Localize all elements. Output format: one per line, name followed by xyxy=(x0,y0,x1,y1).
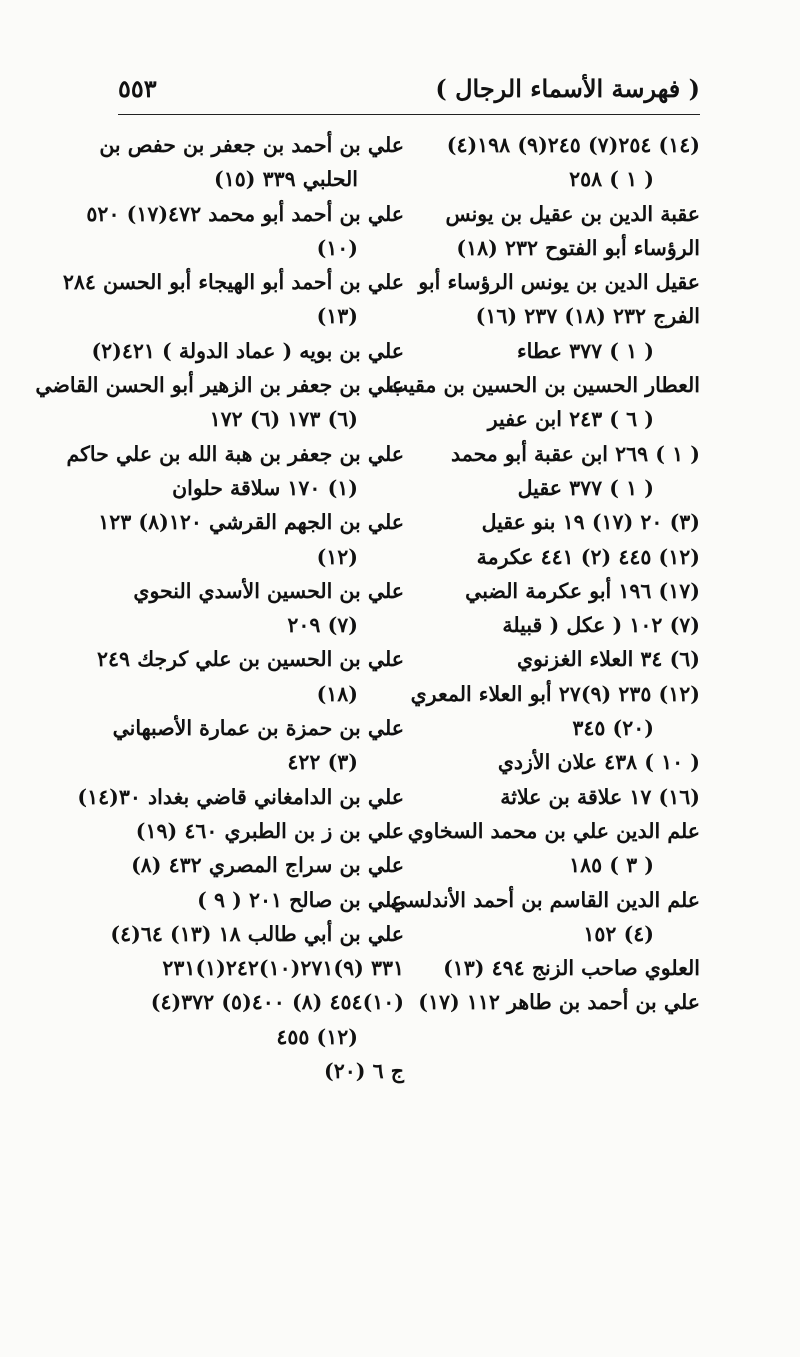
index-entry-line: علي بن صالح ٢٠١ ( ٩ ) xyxy=(197,887,404,912)
index-entry-line: علي بن جعفر بن الزهير أبو الحسن القاضي xyxy=(35,373,404,398)
index-entry-line: (١٧) ١٩٦ أبو عكرمة الضبي xyxy=(465,578,700,603)
right-column xyxy=(388,128,700,1228)
index-entry-line: العطار الحسين بن الحسين بن مقيب xyxy=(388,373,700,398)
index-entry-line: علي بن جعفر بن هبة الله بن علي حاكم xyxy=(66,441,404,466)
index-entry-line: علي بن سراج المصري ٤٣٢ (٨) xyxy=(131,853,404,878)
index-entry-line: الرؤساء أبو الفتوح ٢٣٢ (١٨) xyxy=(456,235,700,260)
index-entry-line: علي بن الحسين بن علي كرجك ٢٤٩ xyxy=(97,647,404,672)
index-entry-line: ( ١ ) ٢٥٨ xyxy=(569,167,654,192)
index-entry-line: ( ٦ ) ٢٤٣ ابن عفير xyxy=(487,407,654,432)
index-entry-line: (١٠)٤٥٤ (٨) ٤٠٠(٥) ٣٧٢(٤) xyxy=(150,990,404,1015)
index-entry-line: عقبة الدين بن عقيل بن يونس xyxy=(445,201,700,226)
index-entry-line: العلوي صاحب الزنج ٤٩٤ (١٣) xyxy=(443,956,700,981)
index-entry-line: (٧) ٢٠٩ xyxy=(287,613,358,638)
left-column xyxy=(35,128,404,1228)
index-entry-line: ( ١ ) ٢٦٩ ابن عقبة أبو محمد xyxy=(450,441,700,466)
index-entry-line: علي بن حمزة بن عمارة الأصبهاني xyxy=(112,716,404,741)
index-entry-line: علي بن الدامغاني قاضي بغداد ٣٠(١٤) xyxy=(77,784,404,809)
index-entry-line: ٣٣١ (٩)٢٧١(١٠)٢٤٢(١)٢٣١ xyxy=(162,956,404,981)
index-entry-line: علي بن أحمد بن جعفر بن حفص بن xyxy=(99,133,404,157)
index-entry-line: (١٣) xyxy=(316,304,358,329)
index-entry-line: (١٦) ١٧ علاقة بن علاثة xyxy=(500,784,700,809)
index-entry-line: عقيل الدين بن يونس الرؤساء أبو xyxy=(418,270,700,295)
index-entry-line: (٢٠) ٣٤٥ xyxy=(572,716,654,741)
index-entry-line: (١) ١٧٠ سلاقة حلوان xyxy=(172,475,358,500)
index-entry-line: علي بن الجهم القرشي ١٢٠(٨) ١٢٣ xyxy=(98,510,404,535)
index-entry-line: (١٠) xyxy=(316,235,358,260)
index-entry-line: (١٤) ٢٥٤(٧) ٢٤٥(٩) ١٩٨(٤) xyxy=(446,133,700,157)
index-entry-line: علي بن أحمد أبو الهيجاء أبو الحسن ٢٨٤ xyxy=(62,270,404,295)
index-entry-line: (٧) ١٠٢ ( عكل ( قبيلة xyxy=(502,613,700,638)
index-entry-line: (٦) ٣٤ العلاء الغزنوي xyxy=(516,647,700,672)
running-title: ( فهرسة الأسماء الرجال ) xyxy=(435,73,700,103)
page-header xyxy=(118,66,700,110)
index-entry-line: ( ١ ) ٣٧٧ عطاء xyxy=(517,338,654,363)
index-entry-line: (٣) ٤٢٢ xyxy=(287,750,358,775)
index-entry-line: ( ١٠ ) ٤٣٨ علان الأزدي xyxy=(497,750,700,775)
index-entry-line: ( ١ ) ٣٧٧ عقيل xyxy=(517,475,654,500)
index-columns xyxy=(35,128,700,1228)
index-entry-line: (١٢) ٢٣٥ (٩)٢٧ أبو العلاء المعري xyxy=(410,681,700,706)
index-entry-line: علي بن أحمد بن طاهر ١١٢ (١٧) xyxy=(418,990,700,1015)
index-entry-line: علي بن أحمد أبو محمد ٤٧٢(١٧) ٥٢٠ xyxy=(86,201,404,226)
index-entry-line: (١٢) ٤٥٥ xyxy=(276,1024,358,1049)
index-entry-line: (١٢) ٤٤٥ (٢) ٤٤١ عكرمة xyxy=(476,544,700,569)
header-rule xyxy=(118,114,700,115)
index-entry-line: علم الدين القاسم بن أحمد الأندلسي xyxy=(390,887,700,912)
index-entry-line: (٤) ١٥٢ xyxy=(583,921,654,946)
index-entry-line: ( ٣ ) ١٨٥ xyxy=(569,853,654,878)
index-entry-line: (١٢) xyxy=(316,544,358,569)
index-entry-line: ج ٦ (٢٠) xyxy=(324,1059,404,1084)
index-entry-line: الفرج ٢٣٢ (١٨) ٢٣٧ (١٦) xyxy=(475,304,700,329)
index-entry-line: علي بن ز بن الطبري ٤٦٠ (١٩) xyxy=(135,818,404,843)
index-entry-line: علي بن أبي طالب ١٨ (١٣) ٦٤(٤) xyxy=(110,921,404,946)
index-entry-line: (٣) ٢٠ (١٧) ١٩ بنو عقيل xyxy=(481,510,700,535)
index-entry-line: الحلبي ٣٣٩ (١٥) xyxy=(214,167,358,192)
index-entry-line: (١٨) xyxy=(316,681,358,706)
index-entry-line: علي بن بويه ( عماد الدولة ) ٤٢١(٢) xyxy=(91,338,404,363)
index-entry-line: علي بن الحسين الأسدي النحوي xyxy=(133,578,404,603)
index-entry-line: علم الدين علي بن محمد السخاوي xyxy=(407,818,700,843)
page-number: ٥٥٣ xyxy=(118,73,157,103)
index-entry-line: (٦) ١٧٣ (٦) ١٧٢ xyxy=(209,407,358,432)
